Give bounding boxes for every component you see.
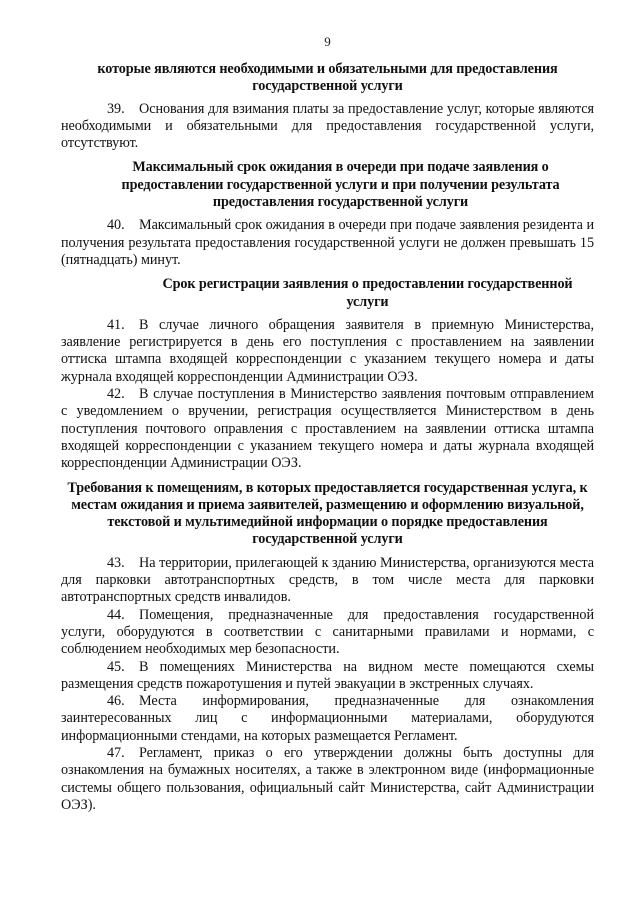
paragraph-number: 47. bbox=[107, 744, 125, 761]
paragraph-45 bbox=[61, 659, 594, 694]
paragraph-40 bbox=[61, 217, 594, 269]
paragraph-41 bbox=[61, 317, 594, 386]
paragraph-text: Регламент, приказ о его утверждении должны быть доступны для ознакомления на бумажных носителях, а также в электронном виде (информационные системы общего пользования, официальный сайт Министерства, сайт Администрации ОЭЗ). bbox=[61, 744, 594, 813]
paragraph-text: Помещения, предназначенные для предоставления государственной услуги, оборудуются в соответствии с санитарными правилами и нормами, с соблюдением необходимых мер безопасности. bbox=[61, 606, 594, 658]
paragraph-number: 39. bbox=[107, 100, 125, 117]
paragraph-number: 46. bbox=[107, 693, 125, 710]
paragraph-number: 42. bbox=[107, 386, 125, 403]
section-registration-term bbox=[61, 276, 594, 472]
document-page bbox=[61, 34, 594, 819]
paragraph-number: 40. bbox=[107, 217, 125, 234]
section-heading: Требования к помещениям, в которых предоставляется государственная услуга, к местам ожидания и приема заявителей, размещению и оформлению визуальной, текстовой и мультимедийной информации о порядке предоставления государственной услуги bbox=[67, 479, 588, 548]
section-queue-wait-time bbox=[61, 159, 594, 269]
paragraph-number: 44. bbox=[107, 606, 125, 623]
paragraph-39 bbox=[61, 101, 594, 153]
paragraph-text: В случае поступления в Министерство заявления почтовым отправлением с уведомлением о вручении, регистрация осуществляется Министерством в день поступления почтового оправления с проставлением на заявлении оттиска штампа входящей корреспонденции с указанием текущего номера и даты журнала входящей корреспонденции Администрации ОЭЗ. bbox=[61, 386, 594, 472]
paragraph-text: Основания для взимания платы за предоставление услуг, которые являются необходимыми и обязательными для предоставления государственной услуги, отсутствуют. bbox=[61, 100, 594, 152]
section-premises-requirements bbox=[61, 480, 594, 815]
paragraph-number: 43. bbox=[107, 554, 125, 571]
section-payment-basis bbox=[61, 61, 594, 152]
paragraph-43 bbox=[61, 555, 594, 607]
paragraph-text: В помещениях Министерства на видном месте помещаются схемы размещения средств пожаротушения и путей эвакуации в экстренных случаях. bbox=[61, 658, 594, 692]
paragraph-47 bbox=[61, 745, 594, 814]
paragraph-text: Места информирования, предназначенные для ознакомления заинтересованных лиц с информационными материалами, оборудуются информационными стендами, на которых размещается Регламент. bbox=[61, 693, 594, 744]
paragraph-text: На территории, прилегающей к зданию Министерства, организуются места для парковки автотранспортных средств, в том числе места для парковки автотранспортных средств инвалидов. bbox=[61, 554, 594, 606]
paragraph-number: 45. bbox=[107, 658, 125, 675]
paragraph-46 bbox=[61, 693, 594, 745]
page-number: 9 bbox=[324, 34, 331, 49]
paragraph-44 bbox=[61, 607, 594, 659]
section-heading: Срок регистрации заявления о предоставлении государственной услуги bbox=[162, 276, 573, 310]
paragraph-42 bbox=[61, 386, 594, 472]
section-heading: которые являются необходимыми и обязательными для предоставления государственной услуги bbox=[97, 61, 558, 95]
paragraph-text: В случае личного обращения заявителя в приемную Министерства, заявление регистрируется в день его поступления с проставлением на заявлении оттиска штампа входящей корреспонденции с указанием текущего номера и даты журнала входящей корреспонденции Администрации ОЭЗ. bbox=[61, 316, 594, 385]
section-heading: Максимальный срок ожидания в очереди при подаче заявления о предоставлении государственной услуги и при получении результата предоставления государственной услуги bbox=[121, 159, 560, 211]
paragraph-text: Максимальный срок ожидания в очереди при подаче заявления резидента и получения результата предоставления государственной услуги не должен превышать 15 (пятнадцать) минут. bbox=[61, 217, 594, 268]
paragraph-number: 41. bbox=[107, 316, 125, 333]
